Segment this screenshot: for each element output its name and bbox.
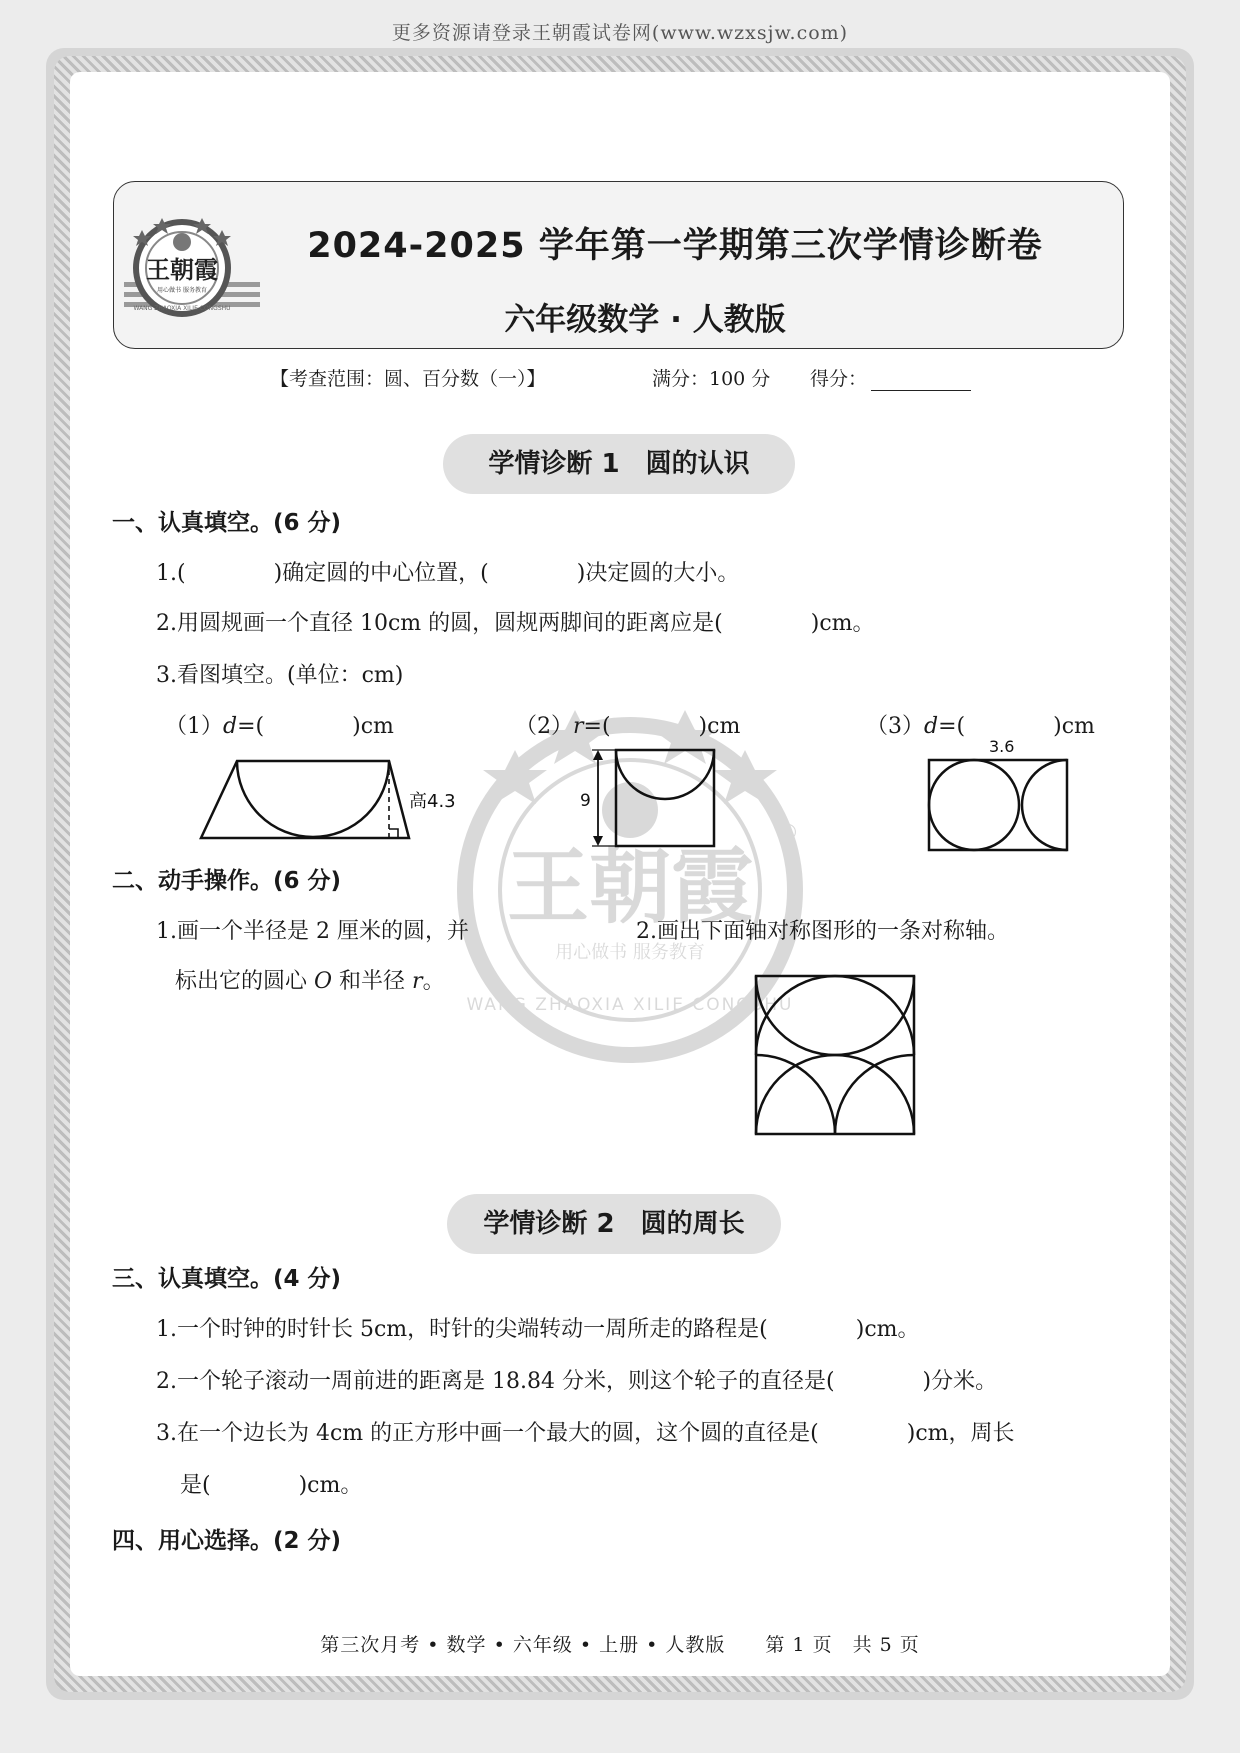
- logo-name: 王朝霞: [146, 255, 218, 284]
- sub-question-3-rest: =( )cm: [938, 714, 1095, 739]
- top-banner: 更多资源请登录王朝霞试卷网(www.wzxsjw.com): [391, 22, 849, 44]
- exam-scope: 【考查范围：圆、百分数（一）】: [270, 368, 546, 390]
- question-3-1: 1.一个时钟的时针长 5cm，时针的尖端转动一周所走的路程是( )cm。: [156, 1317, 920, 1342]
- sub-question-1-prefix: （1）: [165, 714, 223, 739]
- full-score: 满分：100 分: [652, 368, 771, 390]
- figure-1-height-label: 高4.3: [409, 791, 456, 812]
- question-1-2: 2.用圆规画一个直径 10cm 的圆，圆规两脚间的距离应是( )cm。: [156, 611, 875, 636]
- diagnosis-2-pill: 学情诊断 2 圆的周长: [447, 1194, 781, 1254]
- exam-title: 2024-2025 学年第一学期第三次学情诊断卷: [307, 226, 1043, 266]
- question-2-1-text-c: 。: [422, 969, 445, 994]
- section-1-heading: 一、认真填空。(6 分): [112, 510, 342, 536]
- question-2-1-line-1: 1.画一个半径是 2 厘米的圆，并: [156, 919, 469, 944]
- question-2-1-var-o: O: [314, 969, 333, 994]
- question-3-3-line-1: 3.在一个边长为 4cm 的正方形中画一个最大的圆，这个圆的直径是( )cm，周长: [156, 1421, 1015, 1446]
- figure-square-semicircle: [572, 748, 720, 850]
- figure-square-petals[interactable]: [754, 974, 916, 1136]
- section-2-heading: 二、动手操作。(6 分): [112, 868, 342, 894]
- figure-2-side-label: 9: [580, 791, 591, 811]
- logo-ring-text: WANG ZHAOXIA XILIE CONGSHU: [133, 305, 231, 312]
- figure-trapezoid-semicircle: [195, 755, 465, 845]
- question-2-1-text-b: 和半径: [332, 969, 413, 994]
- sub-question-1: [165, 709, 394, 740]
- score-blank[interactable]: [871, 370, 971, 391]
- question-2-2: 2.画出下面轴对称图形的一条对称轴。: [636, 919, 1009, 944]
- logo-slogan: 用心做书 服务教育: [157, 287, 207, 294]
- question-2-1-line-2: [175, 964, 445, 995]
- sub-question-1-rest: =( )cm: [237, 714, 394, 739]
- score-field[interactable]: [810, 364, 971, 391]
- page-footer: 第三次月考 • 数学 • 六年级 • 上册 • 人教版 第 1 页 共 5 页: [320, 1634, 920, 1656]
- diagnosis-1-pill: 学情诊断 1 圆的认识: [443, 434, 795, 494]
- figure-3-width-label: 3.6: [989, 737, 1015, 756]
- figure-rectangle-circles: [925, 734, 1071, 854]
- question-1-1: 1.( )确定圆的中心位置，( )决定圆的大小。: [156, 561, 740, 586]
- question-1-3: 3.看图填空。(单位：cm): [156, 663, 404, 688]
- sub-question-2-prefix: （2）: [515, 714, 573, 739]
- question-2-1-text-a: 标出它的圆心: [175, 969, 314, 994]
- sub-question-2-var: r: [573, 714, 584, 739]
- sub-question-2: [515, 709, 740, 740]
- question-3-2: 2.一个轮子滚动一周前进的距离是 18.84 分米，则这个轮子的直径是( )分米。: [156, 1369, 998, 1394]
- sub-question-3-var: d: [924, 714, 939, 739]
- question-2-1-var-r: r: [412, 969, 423, 994]
- sub-question-3-prefix: （3）: [866, 714, 924, 739]
- question-3-3-line-2: 是( )cm。: [180, 1473, 363, 1498]
- exam-subtitle: 六年级数学 · 人教版: [504, 302, 786, 338]
- score-label: 得分：: [810, 368, 868, 390]
- sub-question-1-var: d: [223, 714, 238, 739]
- sub-question-2-rest: =( )cm: [583, 714, 741, 739]
- section-3-heading: 三、认真填空。(4 分): [112, 1266, 342, 1292]
- publisher-logo: [122, 212, 262, 324]
- section-4-heading: 四、用心选择。(2 分): [112, 1528, 342, 1554]
